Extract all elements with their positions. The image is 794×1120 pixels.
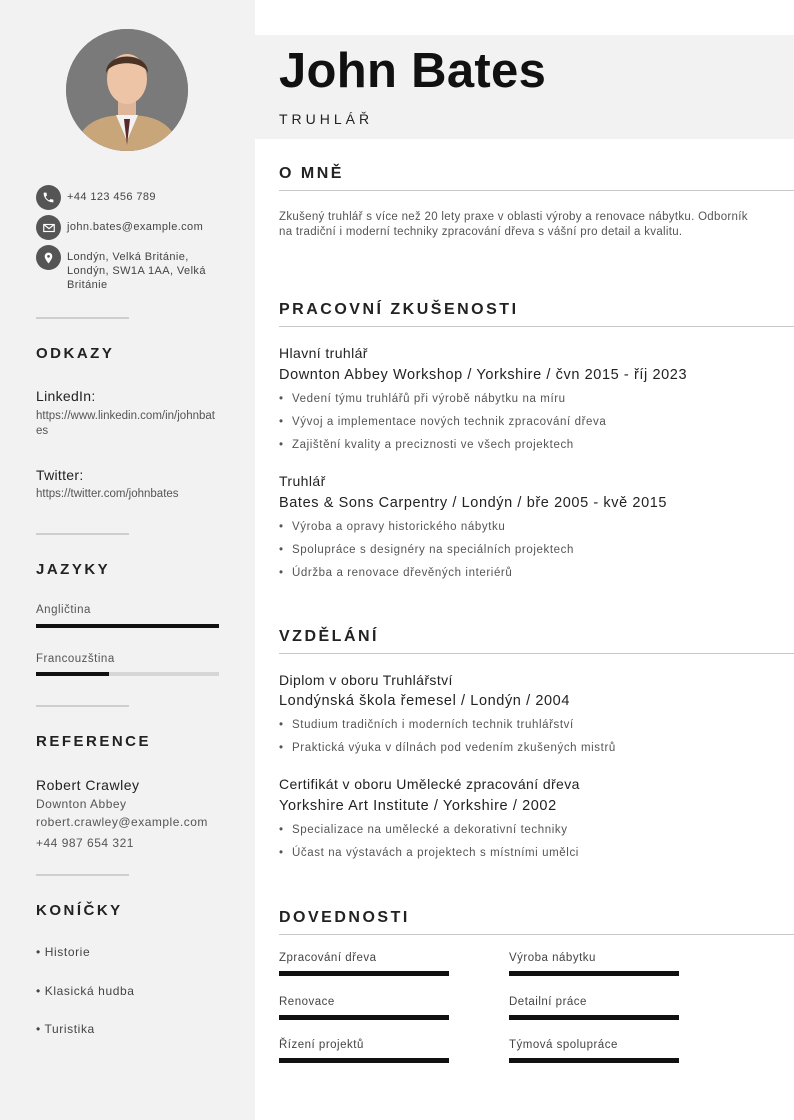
hobby-item: • Klasická hudba (36, 984, 135, 998)
links-heading: ODKAZY (36, 345, 115, 362)
education-school: Yorkshire Art Institute / Yorkshire / 2002 (279, 798, 557, 814)
linkedin-link[interactable]: https://www.linkedin.com/in/johnbates (36, 410, 215, 437)
job-position: Truhlář (279, 473, 326, 489)
skill-level-fill (279, 1015, 449, 1020)
skill-name: Detailní práce (509, 996, 587, 1008)
profile-photo (66, 29, 188, 151)
phone-icon (36, 185, 61, 210)
education-title: Certifikát v oboru Umělecké zpracování dřeva (279, 776, 580, 792)
job-bullet: • Výroba a opravy historického nábytku (279, 521, 505, 533)
education-bullet: • Specializace na umělecké a dekorativní techniky (279, 824, 568, 836)
skill-level-bar (509, 1015, 679, 1020)
skill-name: Výroba nábytku (509, 952, 596, 964)
linkedin-label: LinkedIn: (36, 388, 96, 404)
language-level-bar (36, 624, 219, 628)
phone-text: +44 123 456 789 (67, 191, 156, 203)
job-title: TRUHLÁŘ (279, 111, 374, 127)
skill-level-fill (279, 1058, 449, 1063)
job-bullet: • Spolupráce s designéry na speciálních projektech (279, 544, 574, 556)
sidebar-divider (36, 317, 129, 319)
hobby-label: Historie (44, 945, 91, 959)
job-bullet: • Vývoj a implementace nových technik zpracování dřeva (279, 416, 606, 428)
skill-name: Týmová spolupráce (509, 1039, 618, 1051)
job-bullet: • Vedení týmu truhlářů při výrobě nábytku na míru (279, 393, 566, 405)
twitter-label: Twitter: (36, 467, 84, 483)
education-title: Diplom v oboru Truhlářství (279, 672, 453, 688)
section-divider (279, 934, 794, 935)
contact-address (36, 245, 217, 292)
hobbies-heading: KONÍČKY (36, 902, 123, 919)
skill-level-bar (509, 971, 679, 976)
job-bullet: • Zajištění kvality a preciznosti ve všech projektech (279, 439, 574, 451)
job-employer: Downton Abbey Workshop / Yorkshire / čvn 2015 - říj 2023 (279, 367, 688, 383)
section-divider (279, 326, 794, 327)
sidebar-divider (36, 533, 129, 535)
skills-heading: DOVEDNOSTI (279, 909, 410, 926)
language-level-fill (36, 624, 219, 628)
languages-heading: JAZYKY (36, 561, 111, 578)
experience-heading: PRACOVNÍ ZKUŠENOSTI (279, 301, 519, 318)
skill-level-fill (509, 1015, 679, 1020)
person-name: John Bates (279, 44, 547, 98)
skill-level-bar (279, 971, 449, 976)
hobby-label: Klasická hudba (44, 984, 135, 998)
language-level-bar (36, 672, 219, 676)
sidebar-divider (36, 874, 129, 876)
education-bullet: • Praktická výuka v dílnách pod vedením zkušených mistrů (279, 742, 616, 754)
about-heading: O MNĚ (279, 165, 344, 182)
skill-level-fill (509, 1058, 679, 1063)
reference-heading: REFERENCE (36, 733, 152, 750)
skill-level-fill (279, 971, 449, 976)
contact-email (36, 215, 217, 240)
section-divider (279, 653, 794, 654)
language-level-fill (36, 672, 109, 676)
skill-level-bar (509, 1058, 679, 1063)
reference-name: Robert Crawley (36, 777, 140, 793)
mail-icon (36, 215, 61, 240)
section-divider (279, 190, 794, 191)
language-name: Francouzština (36, 653, 115, 665)
skill-level-fill (509, 971, 679, 976)
job-position: Hlavní truhlář (279, 345, 368, 361)
job-bullet: • Údržba a renovace dřevěných interiérů (279, 567, 512, 579)
email-link[interactable]: john.bates@example.com (67, 221, 204, 233)
skill-name: Řízení projektů (279, 1039, 364, 1051)
education-heading: VZDĚLÁNÍ (279, 628, 379, 645)
contact-phone (36, 185, 217, 210)
education-school: Londýnská škola řemesel / Londýn / 2004 (279, 693, 571, 709)
reference-email[interactable]: robert.crawley@example.com (36, 815, 208, 829)
portrait-image (66, 29, 188, 151)
address-text: Londýn, Velká Británie, Londýn, SW1A 1AA, Velká Británie (67, 251, 206, 291)
twitter-link[interactable]: https://twitter.com/johnbates (36, 488, 179, 500)
language-name: Angličtina (36, 604, 91, 616)
education-bullet: • Účast na výstavách a projektech s místními umělci (279, 847, 579, 859)
reference-company: Downton Abbey (36, 797, 127, 811)
skill-name: Renovace (279, 996, 335, 1008)
sidebar-divider (36, 705, 129, 707)
about-text: Zkušený truhlář s více než 20 lety praxe v oblasti výroby a renovace nábytku. Odborník na tradiční i moderní techniky zpracování dřeva s vášní pro detail a kvalitu. (279, 211, 748, 238)
hobby-item: • Historie (36, 945, 91, 959)
hobby-item: • Turistika (36, 1022, 95, 1036)
hobby-label: Turistika (44, 1022, 95, 1036)
location-pin-icon (36, 245, 61, 270)
skill-level-bar (279, 1058, 449, 1063)
reference-phone: +44 987 654 321 (36, 836, 134, 850)
skill-level-bar (279, 1015, 449, 1020)
education-bullet: • Studium tradičních i moderních technik truhlářství (279, 719, 574, 731)
job-employer: Bates & Sons Carpentry / Londýn / bře 2005 - kvě 2015 (279, 495, 668, 511)
skill-name: Zpracování dřeva (279, 952, 377, 964)
